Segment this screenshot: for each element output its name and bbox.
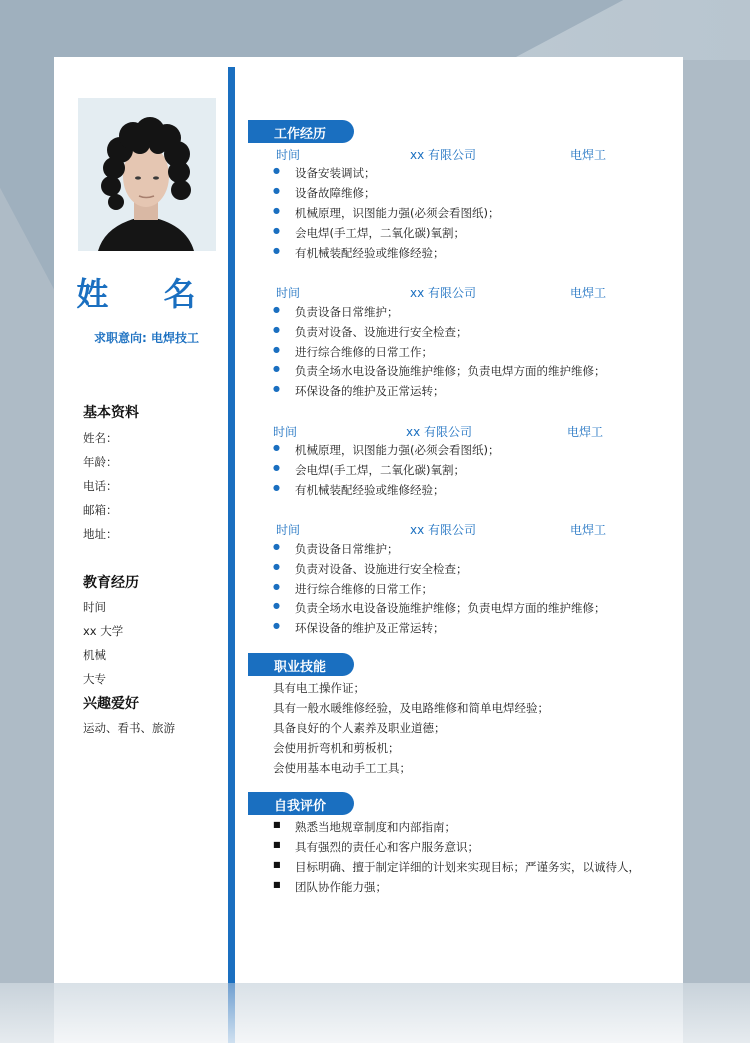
job-duty: ● 设备安装调试； bbox=[295, 165, 376, 181]
job-time: 时间 bbox=[276, 148, 301, 162]
job-duty: ● 会电焊(手工焊，二氧化碳)氧割； bbox=[295, 462, 465, 478]
skill-item: 具备良好的个人素养及职业道德； bbox=[273, 721, 446, 735]
job-role: 电焊工 bbox=[570, 286, 607, 300]
job-time: 时间 bbox=[273, 425, 298, 439]
job-duty: ● 负责对设备、设施进行安全检查； bbox=[295, 561, 468, 577]
job-duty: ● 环保设备的维护及正常运转； bbox=[295, 620, 445, 636]
job-duty: ● 进行综合维修的日常工作； bbox=[295, 581, 433, 597]
self-eval-item: ■ 团队协作能力强； bbox=[295, 879, 387, 895]
education-degree: 大专 bbox=[83, 672, 106, 686]
candidate-name: 姓 名 bbox=[76, 275, 218, 313]
basic-info-age: 年龄： bbox=[83, 455, 118, 469]
basic-info-heading: 基本资料 bbox=[83, 405, 139, 421]
basic-info-phone: 电话： bbox=[83, 479, 118, 493]
job-role: 电焊工 bbox=[570, 148, 607, 162]
job-intent: 求职意向: 电焊技工 bbox=[94, 331, 199, 345]
skill-item: 会使用基本电动手工工具； bbox=[273, 761, 411, 775]
education-time: 时间 bbox=[83, 600, 106, 614]
job-duty: ● 有机械装配经验或维修经验； bbox=[295, 245, 445, 261]
job-duty: ● 负责设备日常维护； bbox=[295, 304, 399, 320]
self-eval-section-title: 自我评价 bbox=[274, 799, 327, 814]
education-major: 机械 bbox=[83, 648, 106, 662]
self-eval-section-tag bbox=[248, 792, 354, 815]
job-company: xx 有限公司 bbox=[410, 148, 477, 162]
basic-info-name: 姓名： bbox=[83, 431, 118, 445]
job-role: 电焊工 bbox=[567, 425, 604, 439]
job-duty: ● 负责全场水电设备设施维护维修；负责电焊方面的维护维修； bbox=[295, 600, 606, 616]
job-time: 时间 bbox=[276, 523, 301, 537]
job-role: 电焊工 bbox=[570, 523, 607, 537]
self-eval-item: ■ 熟悉当地规章制度和内部指南； bbox=[295, 819, 456, 835]
self-eval-item: ■ 目标明确、擅于制定详细的计划来实现目标；严谨务实，以诚待人， bbox=[295, 859, 640, 875]
job-duty: ● 有机械装配经验或维修经验； bbox=[295, 482, 445, 498]
skills-section-tag bbox=[248, 653, 354, 676]
work-section-tag bbox=[248, 120, 354, 143]
job-time: 时间 bbox=[276, 286, 301, 300]
self-eval-item: ■ 具有强烈的责任心和客户服务意识； bbox=[295, 839, 479, 855]
work-section-title: 工作经历 bbox=[274, 127, 327, 142]
education-school: xx 大学 bbox=[83, 624, 124, 638]
job-company: xx 有限公司 bbox=[406, 425, 473, 439]
job-duty: ● 机械原理，识图能力强(必须会看图纸)； bbox=[295, 205, 499, 221]
main-content bbox=[54, 57, 683, 983]
education-heading: 教育经历 bbox=[83, 575, 139, 591]
job-duty: ● 设备故障维修； bbox=[295, 185, 376, 201]
job-company: xx 有限公司 bbox=[410, 523, 477, 537]
job-duty: ● 进行综合维修的日常工作； bbox=[295, 344, 433, 360]
basic-info-email: 邮箱： bbox=[83, 503, 118, 517]
skill-item: 具有电工操作证； bbox=[273, 681, 365, 695]
divider-reflection bbox=[228, 983, 235, 1043]
job-duty: ● 负责对设备、设施进行安全检查； bbox=[295, 324, 468, 340]
job-duty: ● 环保设备的维护及正常运转； bbox=[295, 383, 445, 399]
paper-reflection bbox=[54, 983, 683, 1043]
resume-page bbox=[54, 57, 683, 983]
job-duty: ● 会电焊(手工焊，二氧化碳)氧割； bbox=[295, 225, 465, 241]
job-duty: ● 负责全场水电设备设施维护维修；负责电焊方面的维护维修； bbox=[295, 363, 606, 379]
hobby-text: 运动、看书、旅游 bbox=[83, 721, 175, 735]
skills-section-title: 职业技能 bbox=[274, 660, 327, 675]
job-company: xx 有限公司 bbox=[410, 286, 477, 300]
skill-item: 会使用折弯机和剪板机； bbox=[273, 741, 400, 755]
job-duty: ● 负责设备日常维护； bbox=[295, 541, 399, 557]
skill-item: 具有一般水暖维修经验，及电路维修和简单电焊经验； bbox=[273, 701, 549, 715]
hobby-heading: 兴趣爱好 bbox=[83, 696, 139, 712]
basic-info-address: 地址： bbox=[83, 527, 118, 541]
job-duty: ● 机械原理，识图能力强(必须会看图纸)； bbox=[295, 442, 499, 458]
